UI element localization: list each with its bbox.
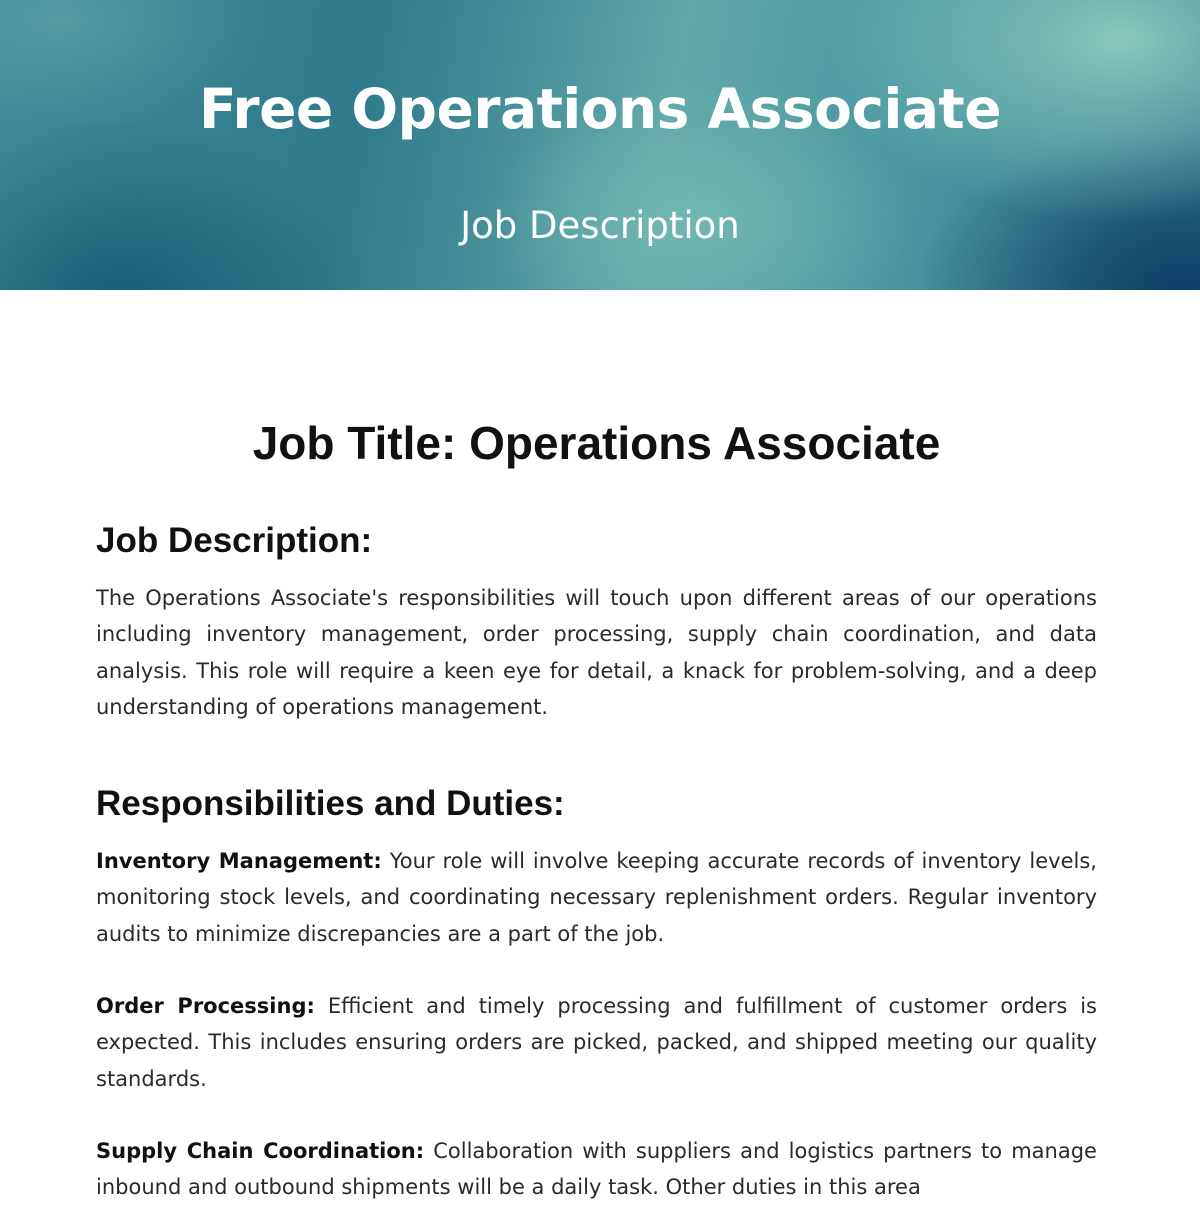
duty-order-processing	[96, 988, 1097, 1097]
document-body	[96, 410, 1097, 1206]
header-banner	[0, 0, 1200, 290]
duty-text: Collaboration with suppliers and logistics partners to manage inbound and outbound shipments will be a daily task. Other duties in this area	[96, 1138, 1097, 1200]
job-description-heading: Job Description:	[96, 521, 373, 560]
responsibilities-heading: Responsibilities and Duties:	[96, 784, 565, 824]
banner-subtitle: Job Description	[460, 204, 740, 247]
banner-title: Free Operations Associate	[198, 77, 1002, 141]
duty-text: Efficient and timely processing and fulfillment of customer orders is expected. This includes ensuring orders are picked, packed, and shipped meeting our quality standards.	[96, 994, 1097, 1091]
job-description-paragraph: The Operations Associate's responsibilities will touch upon different areas of our operations including inventory management, order processing, supply chain coordination, and data analysis. This role will require a keen eye for detail, a knack for problem-solving, and a deep understanding of operations management.	[96, 586, 1097, 719]
duty-label: Inventory Management:	[96, 849, 382, 874]
job-title-heading: Job Title: Operations Associate	[252, 417, 941, 469]
duty-label: Supply Chain Coordination:	[96, 1138, 425, 1163]
duty-inventory-management	[96, 843, 1097, 952]
duty-supply-chain-coordination	[96, 1133, 1097, 1206]
duty-label: Order Processing:	[96, 994, 315, 1019]
duty-text: Your role will involve keeping accurate records of inventory levels, monitoring stock levels, and coordinating necessary replenishment orders. Regular inventory audits to minimize discrepancies are a part of the job.	[96, 849, 1097, 946]
